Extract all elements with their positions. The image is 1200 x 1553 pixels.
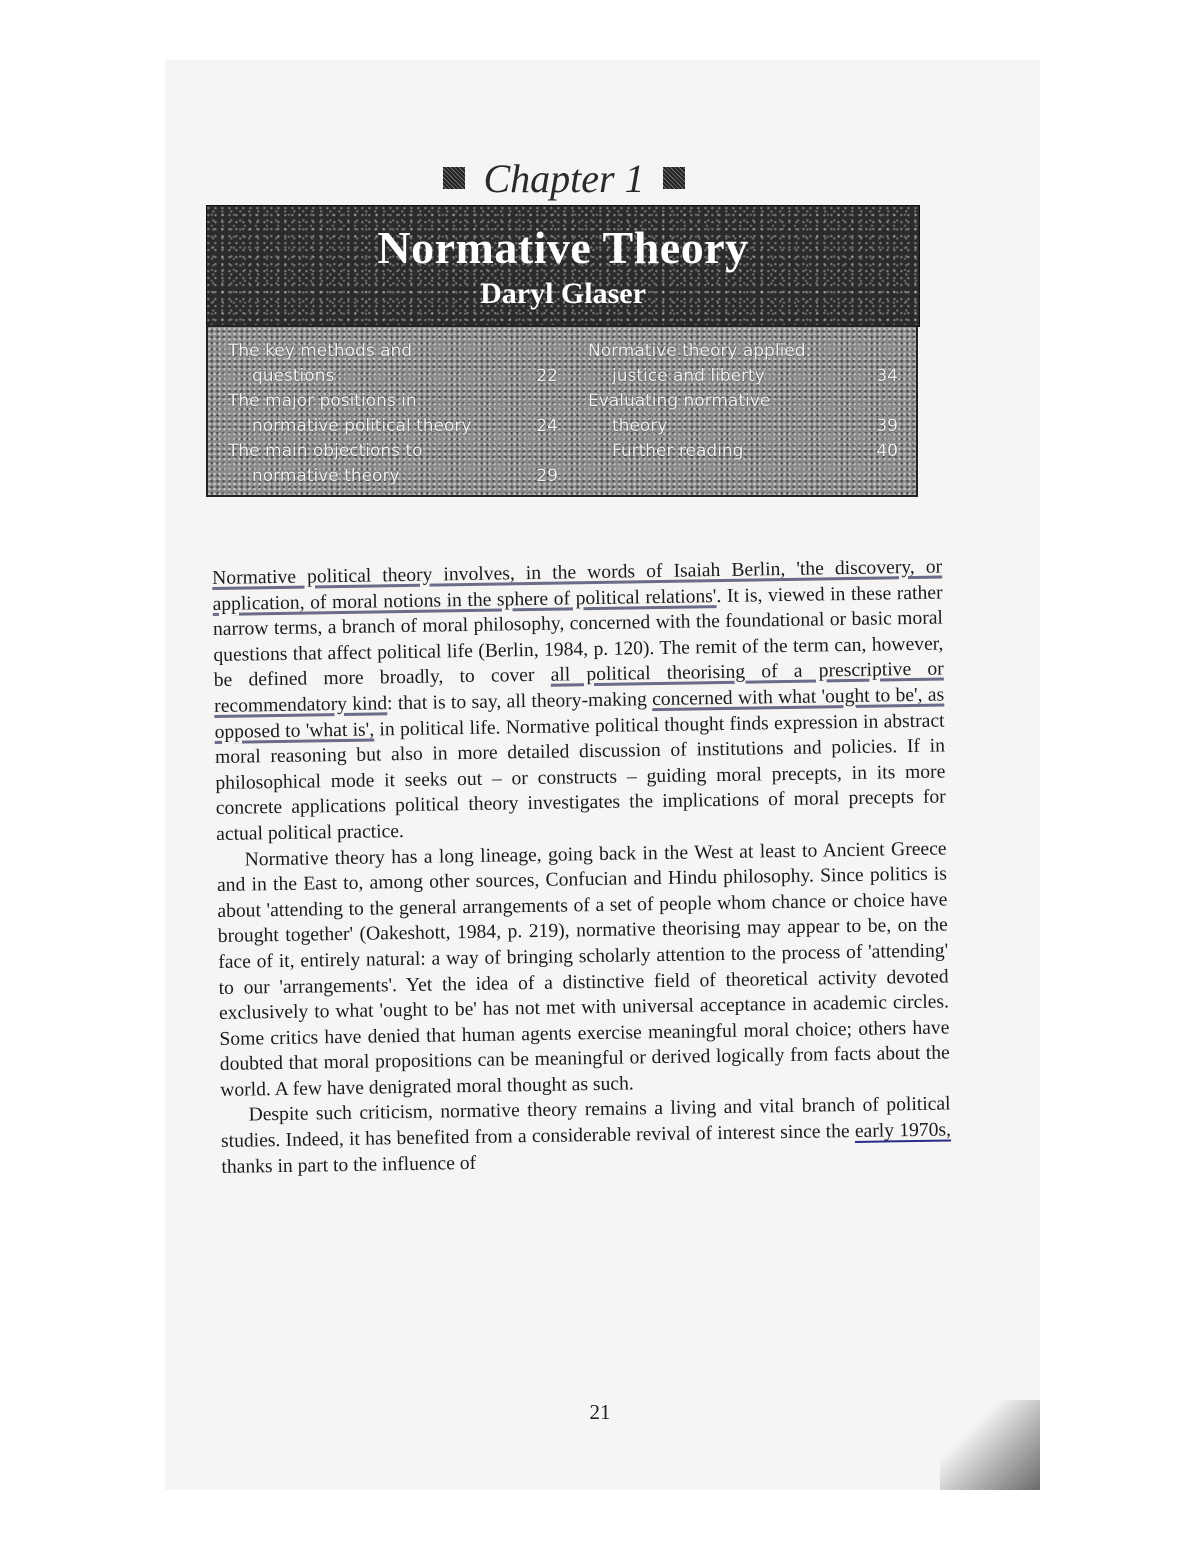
- contents-entry-title: normative theory: [252, 466, 400, 486]
- contents-entry-title: questions: [252, 366, 335, 386]
- contents-entry-title: normative political theory: [252, 416, 472, 436]
- title-banner: [206, 205, 920, 327]
- contents-entry: [588, 439, 898, 464]
- contents-entry-page: 40: [876, 441, 898, 461]
- text-run: thanks in part to the influence of: [221, 1152, 477, 1178]
- text-run: . It is, viewed in these rather narrow terms, a branch of moral philosophy, concerned with the foundational or basic moral questions that affect political life (Berlin, 1984, p. 120). The remit of the term can, however, be defined more broadly, to cover: [212, 582, 944, 692]
- contents-entry-page: 39: [876, 416, 898, 436]
- text-run: : that is to say, all theory-making: [386, 689, 653, 715]
- chapter-contents: [206, 325, 918, 497]
- underlined-passage: concerned with what 'ought to be', as opposed to 'what is',: [214, 684, 945, 743]
- page-number: 21: [589, 1400, 611, 1424]
- paragraph: [212, 555, 946, 848]
- contents-entry-title: Evaluating normative: [588, 391, 771, 411]
- contents-entry-title: theory: [612, 416, 668, 436]
- text-run: in political life. Normative political thought finds expression in abstract moral reasoning but also in more detailed discussion of institutions and policies. If in philosophical mode it seeks out – or constructs – guiding moral precepts, in its more concrete applications political theory investigates the implications of moral precepts for actual political practice.: [214, 710, 946, 845]
- underlined-passage: Normative political theory involves, in the words of Isaiah Berlin, 'the discovery, or application, of moral notions in the sphere of political relations': [212, 556, 943, 615]
- contents-entry-page: 22: [536, 366, 558, 386]
- contents-column-left: [228, 339, 558, 489]
- square-ornament-icon: [663, 167, 685, 189]
- chapter-author: Daryl Glaser: [480, 277, 646, 310]
- chapter-title: Normative Theory: [377, 222, 749, 273]
- chapter-body: [212, 555, 952, 1181]
- contents-entry: [588, 414, 898, 439]
- contents-entry: [228, 414, 558, 439]
- contents-entry-title: Further reading: [612, 441, 744, 461]
- chapter-label: Chapter 1: [483, 155, 645, 201]
- contents-column-right: [588, 339, 898, 464]
- contents-entry: [588, 364, 898, 389]
- chapter-heading: [208, 150, 920, 206]
- contents-entry-title: The major positions in: [228, 391, 417, 411]
- contents-entry-page: 29: [536, 466, 558, 486]
- underlined-passage: early 1970s,: [854, 1119, 952, 1143]
- contents-entry-title: The main objections to: [228, 441, 423, 461]
- paragraph: Normative theory has a long lineage, going back in the West at least to Ancient Greece and in the East to, among other sources, Confucian and Hindu philosophy. Since politics is about 'attending to the general arrangements of a set of people whom chance or choice have brought together' (Oakeshott, 1984, p. 219), normative theorising may appear to be, on the face of it, entirely natural: a way of bringing scholarly attention to the process of 'attending' to our 'arrangements'. Yet the idea of a distinctive field of theoretical activity devoted exclusively to what 'ought to be' has not met with universal acceptance in academic circles. Some critics have denied that human agents exercise meaningful moral choice; others have doubted that moral propositions can be meaningful or derived logically from facts about the world. A few have denigrated moral thought as such.: [216, 838, 950, 1101]
- contents-entry: [228, 364, 558, 389]
- paragraph: [220, 1092, 951, 1180]
- scan-shadow: [940, 1400, 1040, 1490]
- contents-entry-title: justice and liberty: [612, 366, 765, 386]
- contents-entry-title: The key methods and: [228, 341, 413, 361]
- contents-entry-page: 24: [536, 416, 558, 436]
- underlined-passage: all political theorising of a prescriptive or recommendatory kind: [214, 658, 944, 717]
- contents-entry-title: Normative theory applied:: [588, 341, 812, 361]
- contents-entry: [228, 464, 558, 489]
- contents-entry-page: 34: [876, 366, 898, 386]
- square-ornament-icon: [443, 167, 465, 189]
- text-run: Despite such criticism, normative theory remains a living and vital branch of political studies. Indeed, it has benefited from a considerable revival of interest since the: [220, 1093, 951, 1152]
